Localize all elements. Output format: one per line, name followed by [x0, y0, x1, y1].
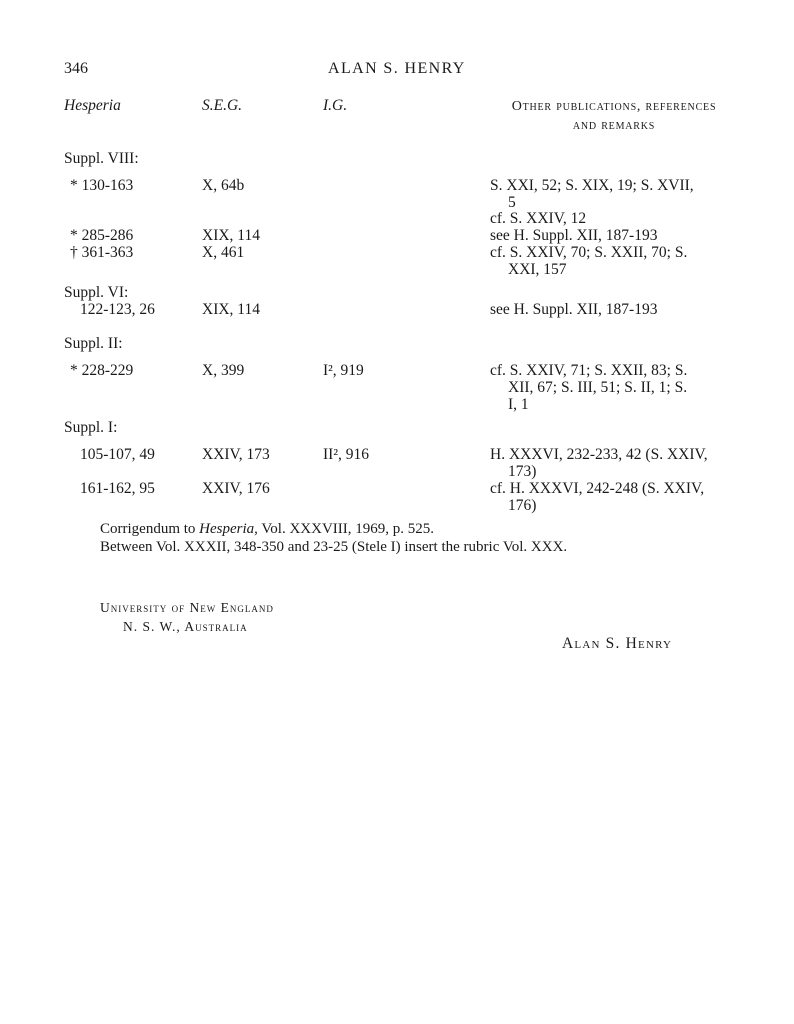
section-suppl-ii: Suppl. II: [64, 335, 123, 352]
row-remarks [490, 244, 740, 278]
remarks-line: 173) [508, 463, 537, 480]
running-head: ALAN S. HENRY [328, 60, 466, 77]
corrigendum-suffix: , Vol. XXXVIII, 1969, p. 525. [254, 521, 435, 537]
remarks-line: cf. S. XXIV, 70; S. XXII, 70; S. [490, 244, 688, 261]
affiliation-line2: N. S. W., Australia [123, 619, 248, 634]
row-remarks [490, 480, 740, 514]
row-seg: XIX, 114 [202, 227, 260, 244]
row-remarks [490, 362, 740, 413]
row-seg: XXIV, 176 [202, 480, 270, 497]
affiliation-line1: University of New England [100, 600, 274, 615]
column-header-other [492, 97, 736, 135]
remarks-line: S. XXI, 52; S. XIX, 19; S. XVII, [490, 177, 694, 194]
row-hesperia: 161-162, 95 [80, 480, 155, 497]
column-header-other-line2: and remarks [572, 118, 656, 133]
remarks-line: 5 [508, 194, 516, 211]
corrigendum-line2: Between Vol. XXXII, 348-350 and 23-25 (Stele I) insert the rubric Vol. XXX. [100, 539, 568, 555]
row-seg: X, 399 [202, 362, 245, 379]
row-hesperia: 122-123, 26 [80, 301, 155, 318]
row-hesperia: † 361-363 [70, 244, 134, 261]
section-suppl-vi: Suppl. VI: [64, 284, 129, 301]
row-hesperia: * 228-229 [70, 362, 134, 379]
remarks-line: see H. Suppl. XII, 187-193 [490, 301, 658, 318]
remarks-line: 176) [508, 497, 537, 514]
corrigendum-journal: Hesperia [199, 521, 255, 537]
column-header-ig: I.G. [323, 97, 348, 114]
row-hesperia: 105-107, 49 [80, 446, 155, 463]
column-header-other-line1: Other publications, references [511, 99, 717, 114]
row-seg: XIX, 114 [202, 301, 260, 318]
row-remarks [490, 227, 740, 244]
page-number: 346 [64, 60, 88, 77]
row-hesperia: * 285-286 [70, 227, 134, 244]
row-ig: I², 919 [323, 362, 364, 379]
remarks-line: XII, 67; S. III, 51; S. II, 1; S. [508, 379, 688, 396]
section-suppl-viii: Suppl. VIII: [64, 150, 139, 167]
row-seg: X, 64b [202, 177, 245, 194]
remarks-line: XXI, 157 [508, 261, 567, 278]
remarks-line: cf. H. XXXVI, 242-248 (S. XXIV, [490, 480, 705, 497]
author-signature: Alan S. Henry [562, 635, 673, 652]
remarks-line: H. XXXVI, 232-233, 42 (S. XXIV, [490, 446, 708, 463]
section-suppl-i: Suppl. I: [64, 419, 118, 436]
remarks-line: cf. S. XXIV, 12 [490, 210, 587, 227]
row-remarks [490, 210, 740, 227]
corrigendum-prefix: Corrigendum to [100, 521, 200, 537]
column-header-hesperia: Hesperia [64, 97, 121, 114]
row-seg: X, 461 [202, 244, 245, 261]
remarks-line: cf. S. XXIV, 71; S. XXII, 83; S. [490, 362, 688, 379]
remarks-line: I, 1 [508, 396, 529, 413]
row-remarks [490, 177, 740, 211]
corrigendum-line1 [100, 521, 434, 538]
row-hesperia: * 130-163 [70, 177, 134, 194]
row-seg: XXIV, 173 [202, 446, 270, 463]
row-remarks [490, 446, 740, 480]
column-header-seg: S.E.G. [202, 97, 243, 114]
remarks-line: see H. Suppl. XII, 187-193 [490, 227, 658, 244]
row-remarks [490, 301, 740, 318]
row-ig: II², 916 [323, 446, 369, 463]
